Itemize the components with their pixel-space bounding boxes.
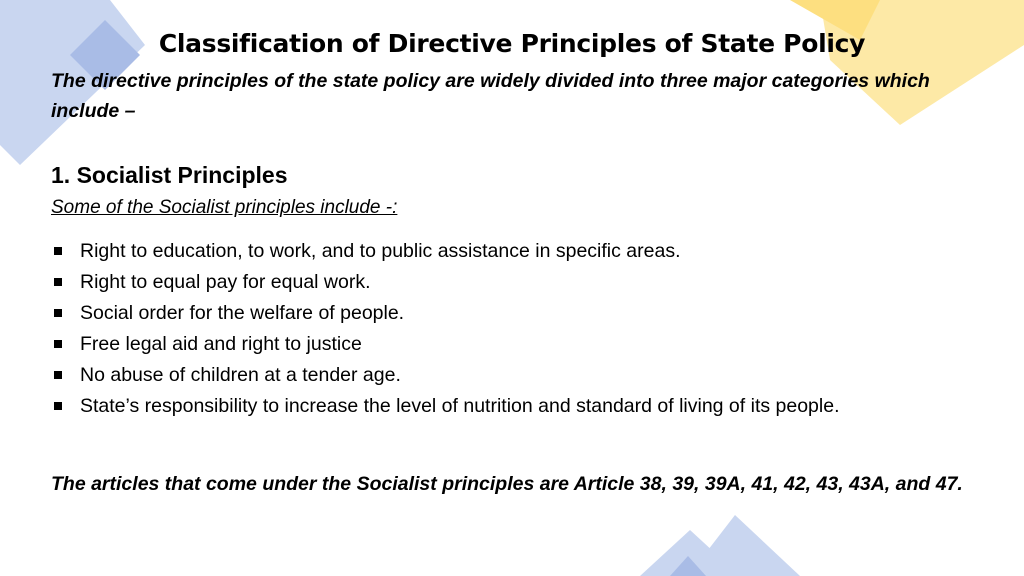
bullet-item xyxy=(51,267,981,298)
slide-title: Classification of Directive Principles of State Policy xyxy=(158,29,866,58)
bullet-item xyxy=(51,360,981,391)
bullet-item xyxy=(51,391,981,422)
square-bullet-icon xyxy=(54,278,62,286)
square-bullet-icon xyxy=(54,247,62,255)
section-subheading: Some of the Socialist principles include -: xyxy=(51,197,398,218)
bullet-text: No abuse of children at a tender age. xyxy=(80,364,401,386)
bullet-list xyxy=(51,236,981,422)
bullet-text: State’s responsibility to increase the level of nutrition and standard of living of its people. xyxy=(80,395,840,417)
bullet-text: Right to education, to work, and to public assistance in specific areas. xyxy=(80,240,681,262)
square-bullet-icon xyxy=(54,309,62,317)
section-heading: 1. Socialist Principles xyxy=(51,162,288,188)
bullet-text: Social order for the welfare of people. xyxy=(80,302,405,324)
intro-text: The directive principles of the state policy are widely divided into three major categories which include – xyxy=(51,70,930,122)
bullet-item xyxy=(51,329,981,360)
bullet-item xyxy=(51,298,981,329)
bullet-text: Free legal aid and right to justice xyxy=(80,333,362,355)
square-bullet-icon xyxy=(54,340,62,348)
bullet-item xyxy=(51,236,981,267)
conclusion-text: The articles that come under the Socialist principles are Article 38, 39, 39A, 41, 42, 43, 43A, and 47. xyxy=(51,473,963,495)
square-bullet-icon xyxy=(54,402,62,410)
square-bullet-icon xyxy=(54,371,62,379)
bullet-text: Right to equal pay for equal work. xyxy=(80,271,371,293)
